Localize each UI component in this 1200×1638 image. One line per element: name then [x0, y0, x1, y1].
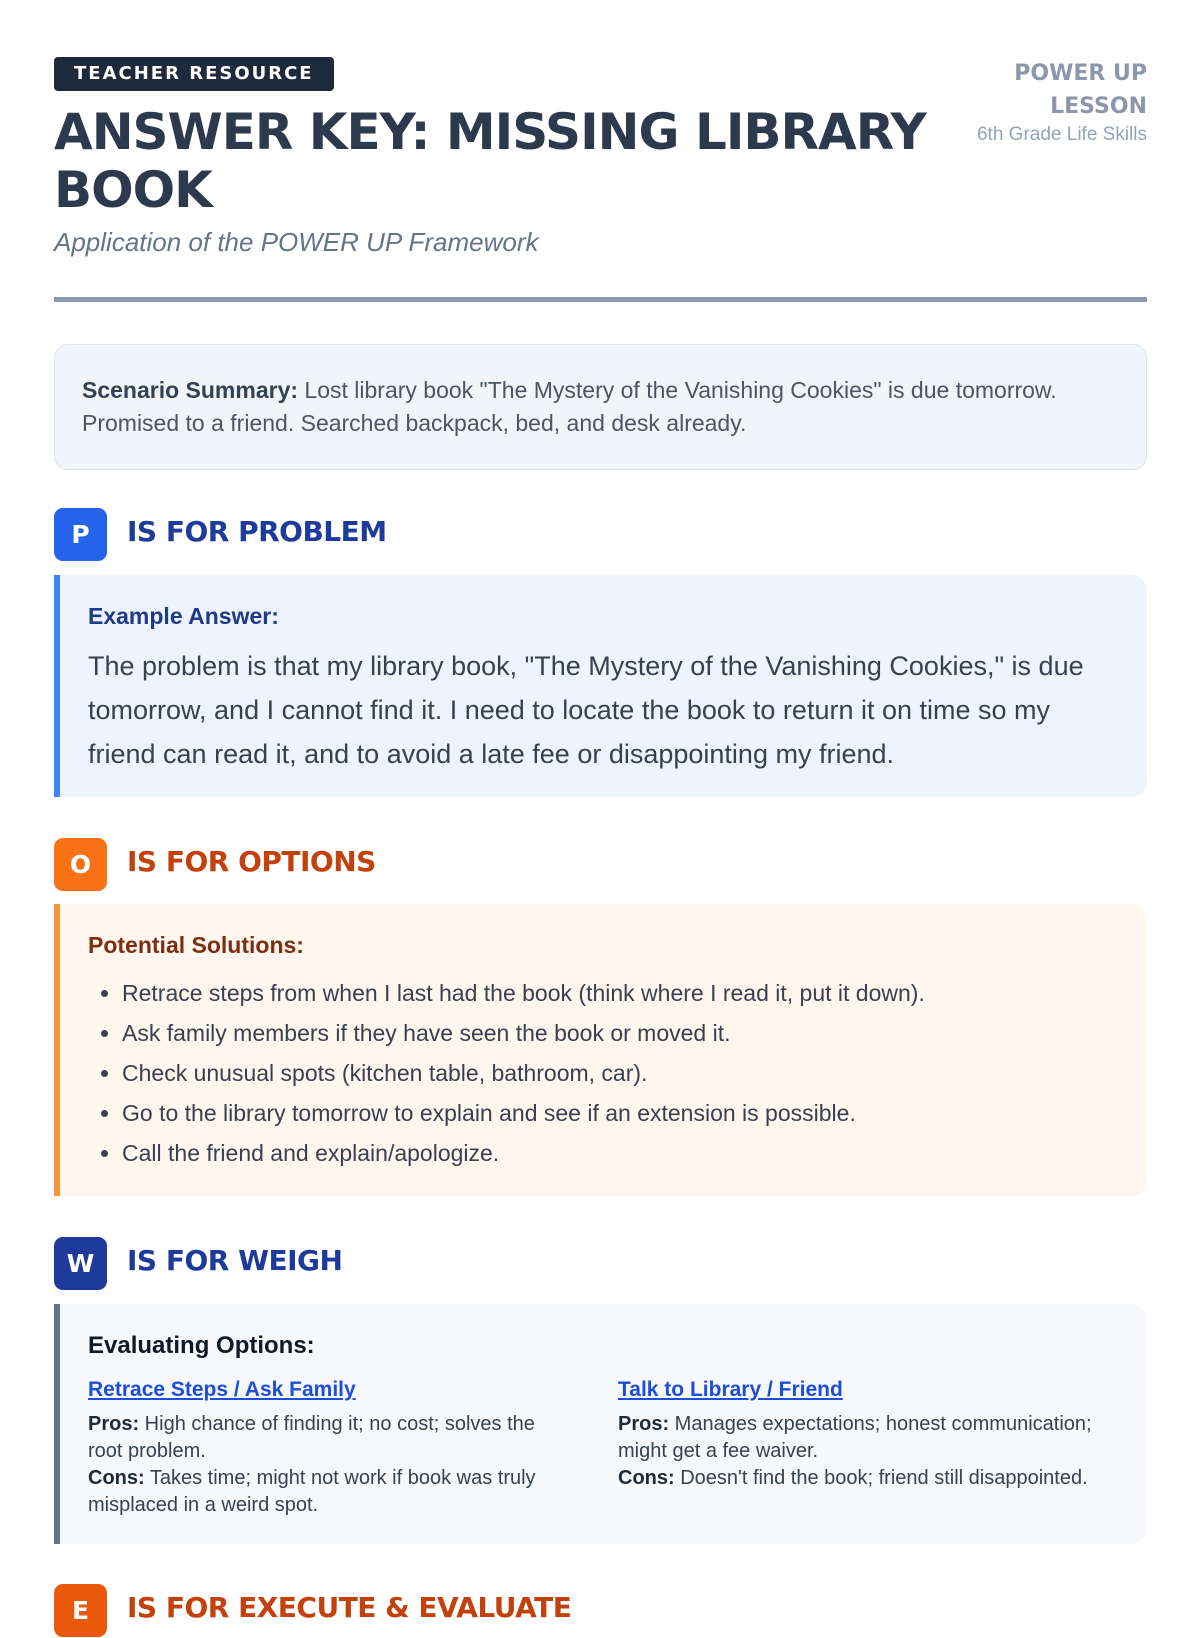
section-title: IS FOR OPTIONS [127, 845, 376, 878]
section-title: IS FOR PROBLEM [127, 515, 387, 548]
lesson-name-line1: POWER UP [1014, 61, 1147, 86]
option-link[interactable]: Talk to Library / Friend [618, 1378, 843, 1401]
grade-label: 6th Grade Life Skills [976, 124, 1147, 145]
card-label: Example Answer: [88, 603, 279, 629]
list-item: • Go to the library tomorrow to explain and see if an extension is possible. [122, 1093, 1115, 1133]
pros-line [618, 1411, 1098, 1465]
section-header [54, 1584, 1147, 1638]
cons-label: Cons: [618, 1467, 675, 1489]
section-header [54, 838, 1147, 892]
problem-card [54, 575, 1147, 797]
cons-line [618, 1465, 1098, 1492]
section-execute [54, 1584, 1147, 1638]
section-options [54, 838, 1147, 1166]
section-header [54, 508, 1147, 562]
section-title: IS FOR WEIGH [127, 1244, 343, 1277]
lesson-meta [927, 57, 1147, 147]
list-item: • Ask family members if they have seen the book or moved it. [122, 1013, 1115, 1053]
letter-p-badge: P [54, 508, 107, 561]
letter-e-badge: E [54, 1584, 107, 1637]
page-header [54, 57, 1147, 258]
weigh-card [54, 1304, 1147, 1544]
page-subtitle: Application of the POWER UP Framework [54, 227, 539, 257]
scenario-summary [54, 344, 1147, 470]
lesson-name-line2: LESSON [1050, 94, 1147, 119]
resource-badge: TEACHER RESOURCE [54, 57, 334, 91]
pros-text: Manages expectations; honest communication; might get a fee waiver. [618, 1413, 1092, 1462]
summary-text: Lost library book "The Mystery of the Vanishing Cookies" is due tomorrow. Promised to a friend. Searched backpack, bed, and desk already. [82, 377, 1057, 436]
card-label: Evaluating Options: [88, 1332, 315, 1359]
pros-line [88, 1411, 568, 1465]
section-problem [54, 508, 1147, 769]
list-item: • Retrace steps from when I last had the book (think where I read it, put it down). [122, 973, 1115, 1013]
section-weigh [54, 1237, 1147, 1516]
solutions-list [88, 973, 1115, 1173]
section-title: IS FOR EXECUTE & EVALUATE [127, 1591, 572, 1624]
cons-line [88, 1465, 568, 1519]
summary-label: Scenario Summary: [82, 377, 299, 403]
option-link[interactable]: Retrace Steps / Ask Family [88, 1378, 356, 1401]
evaluation-columns [88, 1376, 1115, 1519]
card-label: Potential Solutions: [88, 932, 304, 958]
pros-label: Pros: [88, 1413, 140, 1435]
example-answer: The problem is that my library book, "The Mystery of the Vanishing Cookies," is due tomorrow, and I cannot find it. I need to locate the book to return it on time so my friend can read it, and to avoid a late fee or disappointing my friend. [88, 651, 1084, 769]
cons-text: Takes time; might not work if book was truly misplaced in a weird spot. [88, 1467, 536, 1516]
header-divider [54, 297, 1147, 302]
cons-label: Cons: [88, 1467, 145, 1489]
list-item: • Call the friend and explain/apologize. [122, 1133, 1115, 1173]
evaluation-column [618, 1376, 1098, 1519]
options-card [54, 904, 1147, 1196]
evaluation-column [88, 1376, 568, 1519]
pros-label: Pros: [618, 1413, 670, 1435]
page-title: ANSWER KEY: MISSING LIBRARY BOOK [54, 103, 926, 219]
pros-text: High chance of finding it; no cost; solves the root problem. [88, 1413, 535, 1462]
letter-o-badge: O [54, 838, 107, 891]
letter-w-badge: W [54, 1237, 107, 1290]
section-header [54, 1237, 1147, 1291]
list-item: • Check unusual spots (kitchen table, bathroom, car). [122, 1053, 1115, 1093]
cons-text: Doesn't find the book; friend still disappointed. [674, 1467, 1088, 1489]
